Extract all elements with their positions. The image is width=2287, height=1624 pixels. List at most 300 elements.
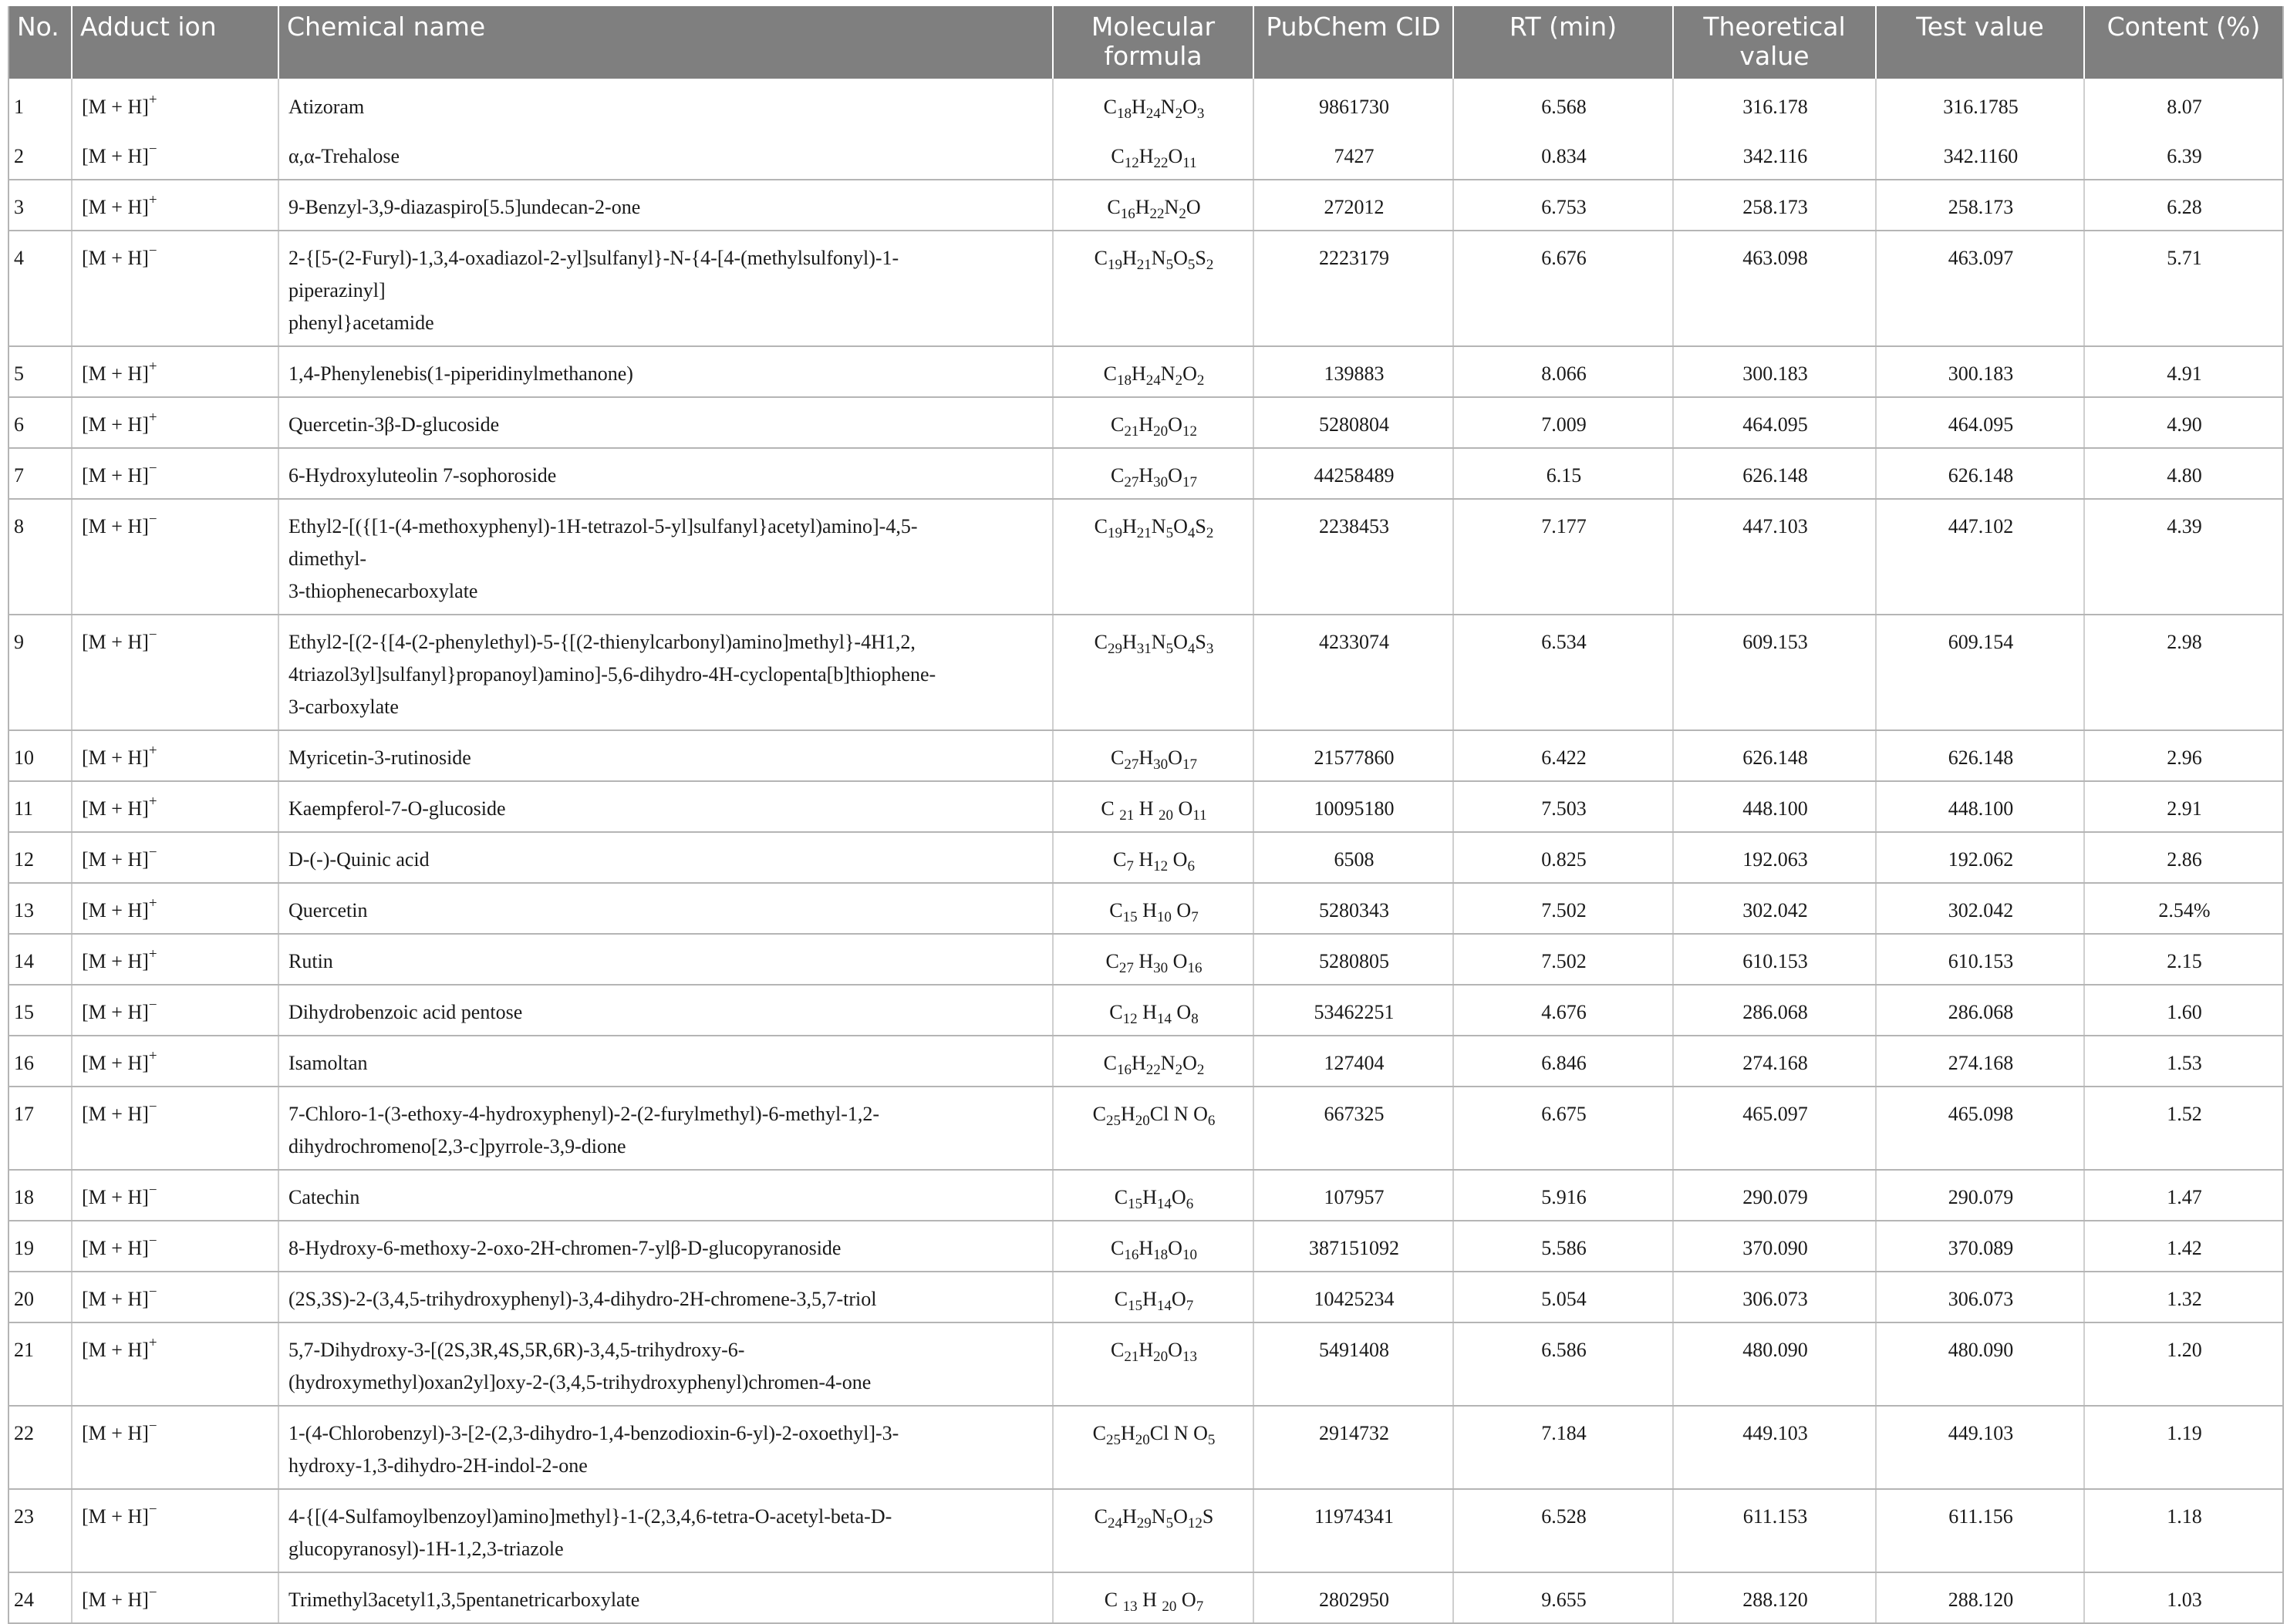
theoretical-value-value: 258.173: [1742, 196, 1808, 218]
formula-element: O: [1168, 145, 1183, 167]
adduct-charge: −: [148, 1233, 157, 1249]
chemical-name-line: dihydrochromeno[2,3-c]pyrrole-3,9-dione: [288, 1135, 626, 1157]
formula-element: S: [1195, 631, 1206, 653]
chemical-name: 8-Hydroxy-6-methoxy-2-oxo-2H-chromen-7-ylβ-D-glucopyranoside: [288, 1237, 842, 1259]
pubchem-cid-value: 21577860: [1314, 746, 1395, 769]
cell-rt: [1453, 448, 1673, 499]
cell-molecular-formula: [1053, 934, 1253, 985]
content-value: 4.80: [2167, 464, 2202, 487]
adduct-ion: [M + H]: [82, 1186, 149, 1208]
formula-subscript: 2: [1179, 206, 1186, 222]
formula-subscript: 19: [1108, 525, 1123, 541]
formula-subscript: 12: [1124, 155, 1139, 171]
cell-test-value: [1876, 883, 2084, 934]
rt-value: 0.834: [1541, 145, 1587, 167]
formula-element: C: [1094, 1505, 1108, 1528]
cell-molecular-formula: [1053, 1170, 1253, 1221]
cell-chemical-name: [278, 79, 1053, 130]
table-row[interactable]: [8, 346, 2283, 397]
cell-adduct-ion: [72, 1572, 278, 1623]
chemical-name-line: 4triazol3yl]sulfanyl}propanoyl)amino]-5,6-dihydro-4H-cyclopenta[b]thiophene-: [288, 663, 936, 686]
pubchem-cid-value: 387151092: [1309, 1237, 1399, 1259]
theoretical-value-value: 286.068: [1742, 1001, 1808, 1023]
cell-theoretical-value: [1673, 1272, 1876, 1322]
cell-chemical-name: [278, 781, 1053, 832]
table-row[interactable]: [8, 130, 2283, 180]
formula-element: H: [1138, 1237, 1154, 1259]
formula-subscript: 6: [1186, 1196, 1194, 1212]
table-row[interactable]: [8, 231, 2283, 346]
cell-adduct-ion: [72, 1406, 278, 1489]
cell-content: [2084, 1572, 2283, 1623]
cell-content: [2084, 1087, 2283, 1170]
content-value: 2.96: [2167, 746, 2202, 769]
cell-rt: [1453, 1272, 1673, 1322]
chemical-name: Myricetin-3-rutinoside: [288, 746, 471, 769]
formula-subscript: 2: [1175, 106, 1183, 122]
formula-element: N: [1164, 196, 1179, 218]
cell-theoretical-value: [1673, 79, 1876, 130]
theoretical-value-value: 302.042: [1742, 899, 1808, 922]
formula-subscript: 20: [1153, 423, 1169, 440]
formula-subscript: 27: [1124, 474, 1139, 490]
formula-subscript: 15: [1128, 1196, 1143, 1212]
formula-subscript: 5: [1165, 1515, 1174, 1531]
formula-subscript: 22: [1153, 155, 1169, 171]
cell-molecular-formula: [1053, 231, 1253, 346]
formula-element: O: [1168, 1339, 1182, 1361]
cell-theoretical-value: [1673, 1572, 1876, 1623]
test-value-value: 370.089: [1948, 1237, 2014, 1259]
rt-value: 6.15: [1546, 464, 1582, 487]
formula-element: C: [1092, 1103, 1106, 1125]
header-test-value[interactable]: Test value: [1876, 6, 2084, 79]
content-value: 1.47: [2167, 1186, 2202, 1208]
adduct-ion: [M + H]: [82, 1052, 149, 1074]
formula-element: O: [1173, 247, 1188, 269]
row-number: 17: [14, 1103, 34, 1125]
table-row[interactable]: [8, 448, 2283, 499]
cell-rt: [1453, 1322, 1673, 1406]
adduct-ion: [M + H]: [82, 746, 149, 769]
cell-pubchem-cid: [1253, 1489, 1453, 1572]
adduct-ion: [M + H]: [82, 362, 149, 385]
chemical-name: Catechin: [288, 1186, 360, 1208]
cell-no: [8, 180, 72, 231]
cell-rt: [1453, 1489, 1673, 1572]
table-row[interactable]: [8, 615, 2283, 730]
theoretical-value-value: 463.098: [1742, 247, 1808, 269]
cell-molecular-formula: [1053, 1406, 1253, 1489]
theoretical-value-value: 447.103: [1742, 515, 1808, 537]
formula-subscript: 8: [1191, 1011, 1199, 1027]
adduct-ion: [M + H]: [82, 96, 149, 118]
cell-adduct-ion: [72, 346, 278, 397]
chemical-name-line: Ethyl2-[(2-{[4-(2-phenylethyl)-5-{[(2-thienylcarbonyl)amino]methyl}-4H1,2,: [288, 631, 916, 653]
formula-element: H: [1122, 247, 1137, 269]
header-chemical-name[interactable]: Chemical name: [278, 6, 1053, 79]
cell-content: [2084, 934, 2283, 985]
formula-element: O: [1168, 848, 1188, 871]
cell-theoretical-value: [1673, 1406, 1876, 1489]
cell-content: [2084, 1170, 2283, 1221]
cell-theoretical-value: [1673, 231, 1876, 346]
theoretical-value-value: 610.153: [1742, 950, 1808, 972]
content-value: 6.39: [2167, 145, 2202, 167]
rt-value: 5.054: [1541, 1288, 1587, 1310]
adduct-charge: +: [148, 946, 157, 962]
theoretical-value-value: 448.100: [1742, 797, 1808, 820]
formula-element: C: [1111, 746, 1125, 769]
adduct-charge: −: [148, 243, 157, 259]
theoretical-value-value: 609.153: [1742, 631, 1808, 653]
molecular-formula: [1114, 1186, 1194, 1212]
formula-element: C: [1103, 362, 1117, 385]
formula-subscript: 2: [1206, 257, 1214, 273]
row-number: 23: [14, 1505, 34, 1528]
test-value-value: 316.1785: [1943, 96, 2019, 118]
formula-subscript: 21: [1124, 1349, 1139, 1365]
formula-element: H: [1137, 1001, 1157, 1023]
cell-no: [8, 231, 72, 346]
molecular-formula: [1111, 145, 1197, 171]
content-value: 4.39: [2167, 515, 2202, 537]
formula-subscript: 14: [1156, 1196, 1172, 1212]
cell-theoretical-value: [1673, 397, 1876, 448]
adduct-ion: [M + H]: [82, 145, 149, 167]
cell-theoretical-value: [1673, 985, 1876, 1036]
rt-value: 7.177: [1541, 515, 1587, 537]
cell-molecular-formula: [1053, 1087, 1253, 1170]
formula-element: H: [1137, 1589, 1162, 1611]
table-row[interactable]: [8, 499, 2283, 615]
formula-element: H: [1120, 1103, 1135, 1125]
formula-subscript: 5: [1207, 1432, 1216, 1448]
cell-chemical-name: [278, 1170, 1053, 1221]
chemical-name: Quercetin-3β-D-glucoside: [288, 413, 500, 436]
cell-molecular-formula: [1053, 79, 1253, 130]
adduct-ion: [M + H]: [82, 899, 149, 922]
test-value-value: 290.079: [1948, 1186, 2014, 1208]
chemical-name: α,α-Trehalose: [288, 145, 400, 167]
rt-value: 7.502: [1541, 950, 1587, 972]
header-theoretical-value[interactable]: Theoretical value: [1673, 6, 1876, 79]
cell-adduct-ion: [72, 615, 278, 730]
table-row[interactable]: [8, 397, 2283, 448]
theoretical-value-value: 274.168: [1742, 1052, 1808, 1074]
cell-pubchem-cid: [1253, 883, 1453, 934]
cell-chemical-name: [278, 448, 1053, 499]
cell-pubchem-cid: [1253, 231, 1453, 346]
cell-no: [8, 832, 72, 883]
cell-no: [8, 985, 72, 1036]
table-row[interactable]: [8, 1489, 2283, 1572]
table-row[interactable]: [8, 1087, 2283, 1170]
formula-element: N: [1160, 362, 1176, 385]
cell-rt: [1453, 985, 1673, 1036]
theoretical-value-value: 306.073: [1742, 1288, 1808, 1310]
chemical-name: Trimethyl3acetyl1,3,5pentanetricarboxylate: [288, 1589, 640, 1611]
chemical-name: 6-Hydroxyluteolin 7-sophoroside: [288, 464, 557, 487]
formula-element: H: [1137, 899, 1157, 922]
cell-pubchem-cid: [1253, 1087, 1453, 1170]
cell-adduct-ion: [72, 1272, 278, 1322]
row-number: 7: [14, 464, 24, 487]
cell-molecular-formula: [1053, 397, 1253, 448]
table-row[interactable]: [8, 1272, 2283, 1322]
cell-pubchem-cid: [1253, 781, 1453, 832]
row-number: 13: [14, 899, 34, 922]
theoretical-value-value: 480.090: [1742, 1339, 1808, 1361]
chemical-name-line: 7-Chloro-1-(3-ethoxy-4-hydroxyphenyl)-2-(2-furylmethyl)-6-methyl-1,2-: [288, 1103, 880, 1125]
table-row[interactable]: [8, 1170, 2283, 1221]
cell-molecular-formula: [1053, 448, 1253, 499]
formula-element: N: [1151, 631, 1166, 653]
cell-content: [2084, 79, 2283, 130]
header-content[interactable]: Content (%): [2084, 6, 2283, 79]
test-value-value: 465.098: [1948, 1103, 2014, 1125]
cell-pubchem-cid: [1253, 1406, 1453, 1489]
test-value-value: 192.062: [1948, 848, 2014, 871]
formula-subscript: 6: [1187, 858, 1195, 874]
table-row[interactable]: [8, 1322, 2283, 1406]
formula-element: O: [1173, 1505, 1188, 1528]
formula-element: O: [1171, 1288, 1186, 1310]
cell-pubchem-cid: [1253, 985, 1453, 1036]
pubchem-cid-value: 272012: [1324, 196, 1385, 218]
formula-subscript: 25: [1105, 1432, 1121, 1448]
table-row[interactable]: [8, 180, 2283, 231]
formula-subscript: 18: [1117, 106, 1132, 122]
cell-no: [8, 79, 72, 130]
content-value: 1.42: [2167, 1237, 2202, 1259]
cell-pubchem-cid: [1253, 1322, 1453, 1406]
cell-theoretical-value: [1673, 499, 1876, 615]
formula-subscript: 7: [1186, 1298, 1194, 1314]
formula-subscript: 12: [1153, 858, 1169, 874]
formula-subscript: 15: [1128, 1298, 1143, 1314]
cell-test-value: [1876, 781, 2084, 832]
molecular-formula: [1094, 515, 1214, 541]
content-value: 1.20: [2167, 1339, 2202, 1361]
formula-element: H: [1120, 1422, 1135, 1444]
table-row[interactable]: [8, 781, 2283, 832]
row-number: 11: [14, 797, 34, 820]
formula-subscript: 24: [1145, 372, 1161, 389]
cell-chemical-name: [278, 832, 1053, 883]
formula-subscript: 2: [1196, 1062, 1205, 1078]
cell-chemical-name: [278, 1406, 1053, 1489]
formula-element: C: [1111, 413, 1125, 436]
cell-test-value: [1876, 180, 2084, 231]
table-row[interactable]: [8, 1036, 2283, 1087]
cell-no: [8, 1087, 72, 1170]
chemical-name: Atizoram: [288, 96, 365, 118]
formula-subscript: 22: [1149, 206, 1165, 222]
molecular-formula: [1101, 797, 1207, 824]
formula-element: H: [1142, 1288, 1157, 1310]
adduct-charge: +: [148, 359, 157, 375]
rt-value: 6.586: [1541, 1339, 1587, 1361]
molecular-formula: [1111, 746, 1197, 773]
cell-rt: [1453, 1572, 1673, 1623]
table-row[interactable]: [8, 985, 2283, 1036]
cell-rt: [1453, 346, 1673, 397]
cell-pubchem-cid: [1253, 615, 1453, 730]
pubchem-cid-value: 5280804: [1319, 413, 1389, 436]
cell-chemical-name: [278, 1036, 1053, 1087]
pubchem-cid-value: 10095180: [1314, 797, 1395, 820]
table-row[interactable]: [8, 832, 2283, 883]
formula-subscript: 24: [1108, 1515, 1123, 1531]
table-row[interactable]: [8, 1221, 2283, 1272]
cell-chemical-name: [278, 730, 1053, 781]
molecular-formula: [1111, 413, 1197, 440]
formula-element: O: [1168, 746, 1182, 769]
cell-adduct-ion: [72, 1221, 278, 1272]
theoretical-value-value: 449.103: [1742, 1422, 1808, 1444]
cell-no: [8, 1406, 72, 1489]
adduct-ion: [M + H]: [82, 848, 149, 871]
formula-subscript: 20: [1135, 1432, 1150, 1448]
cell-rt: [1453, 79, 1673, 130]
formula-element: C: [1105, 950, 1119, 972]
formula-subscript: 3: [1206, 641, 1214, 657]
formula-element: O: [1168, 1237, 1182, 1259]
cell-no: [8, 397, 72, 448]
cell-pubchem-cid: [1253, 1272, 1453, 1322]
cell-no: [8, 1036, 72, 1087]
cell-test-value: [1876, 1087, 2084, 1170]
cell-test-value: [1876, 615, 2084, 730]
cell-pubchem-cid: [1253, 934, 1453, 985]
formula-subscript: 11: [1192, 807, 1207, 824]
cell-theoretical-value: [1673, 448, 1876, 499]
formula-subscript: 16: [1187, 960, 1203, 976]
adduct-ion: [M + H]: [82, 1001, 149, 1023]
cell-test-value: [1876, 448, 2084, 499]
cell-content: [2084, 1272, 2283, 1322]
cell-rt: [1453, 883, 1673, 934]
cell-theoretical-value: [1673, 1489, 1876, 1572]
formula-element: O: [1168, 950, 1188, 972]
formula-element: O: [1173, 515, 1188, 537]
cell-no: [8, 448, 72, 499]
cell-adduct-ion: [72, 883, 278, 934]
cell-adduct-ion: [72, 730, 278, 781]
header-no[interactable]: No.: [8, 6, 72, 79]
formula-subscript: 4: [1187, 525, 1196, 541]
table-row[interactable]: [8, 1572, 2283, 1623]
row-number: 4: [14, 247, 24, 269]
theoretical-value-value: 465.097: [1742, 1103, 1808, 1125]
table-row[interactable]: [8, 934, 2283, 985]
rt-value: 0.825: [1541, 848, 1587, 871]
cell-theoretical-value: [1673, 1036, 1876, 1087]
pubchem-cid-value: 667325: [1324, 1103, 1385, 1125]
cell-adduct-ion: [72, 180, 278, 231]
pubchem-cid-value: 5280343: [1319, 899, 1389, 922]
cell-test-value: [1876, 832, 2084, 883]
test-value-value: 302.042: [1948, 899, 2014, 922]
cell-molecular-formula: [1053, 1489, 1253, 1572]
table-row[interactable]: [8, 79, 2283, 130]
formula-subscript: 14: [1156, 1011, 1172, 1027]
cell-molecular-formula: [1053, 781, 1253, 832]
test-value-value: 610.153: [1948, 950, 2014, 972]
cell-content: [2084, 231, 2283, 346]
formula-element: C: [1111, 145, 1125, 167]
pubchem-cid-value: 6508: [1334, 848, 1375, 871]
content-value: 8.07: [2167, 96, 2202, 118]
adduct-ion: [M + H]: [82, 1288, 149, 1310]
cell-chemical-name: [278, 1322, 1053, 1406]
adduct-ion: [M + H]: [82, 196, 149, 218]
cell-rt: [1453, 832, 1673, 883]
cell-content: [2084, 180, 2283, 231]
cell-adduct-ion: [72, 1087, 278, 1170]
adduct-charge: +: [148, 1335, 157, 1351]
molecular-formula: [1111, 1237, 1197, 1263]
adduct-ion: [M + H]: [82, 1589, 149, 1611]
cell-no: [8, 1572, 72, 1623]
theoretical-value-value: 626.148: [1742, 464, 1808, 487]
cell-chemical-name: [278, 1272, 1053, 1322]
table-row[interactable]: [8, 883, 2283, 934]
adduct-charge: −: [148, 1284, 157, 1300]
cell-no: [8, 934, 72, 985]
cell-content: [2084, 1406, 2283, 1489]
molecular-formula: [1103, 1052, 1205, 1078]
rt-value: 8.066: [1541, 362, 1587, 385]
header-rt[interactable]: RT (min): [1453, 6, 1673, 79]
table-row[interactable]: [8, 1406, 2283, 1489]
header-adduct-ion[interactable]: Adduct ion: [72, 6, 278, 79]
row-number: 19: [14, 1237, 34, 1259]
formula-element: Cl N O: [1149, 1103, 1208, 1125]
molecular-formula: [1092, 1422, 1216, 1448]
formula-element: C: [1107, 196, 1121, 218]
table-row[interactable]: [8, 730, 2283, 781]
formula-element: N: [1151, 247, 1166, 269]
cell-rt: [1453, 397, 1673, 448]
cell-test-value: [1876, 1036, 2084, 1087]
pubchem-cid-value: 2238453: [1319, 515, 1389, 537]
cell-chemical-name: [278, 180, 1053, 231]
formula-subscript: 2: [1175, 1062, 1183, 1078]
adduct-ion: [M + H]: [82, 1339, 149, 1361]
cell-content: [2084, 883, 2283, 934]
cell-pubchem-cid: [1253, 180, 1453, 231]
cell-test-value: [1876, 1170, 2084, 1221]
header-molecular-formula[interactable]: Molecular formula: [1053, 6, 1253, 79]
formula-element: C: [1094, 631, 1108, 653]
cell-no: [8, 1322, 72, 1406]
rt-value: 6.676: [1541, 247, 1587, 269]
cell-theoretical-value: [1673, 1221, 1876, 1272]
cell-molecular-formula: [1053, 1221, 1253, 1272]
cell-molecular-formula: [1053, 615, 1253, 730]
cell-test-value: [1876, 730, 2084, 781]
formula-subscript: 17: [1182, 756, 1197, 773]
formula-subscript: 7: [1126, 858, 1134, 874]
cell-no: [8, 1170, 72, 1221]
cell-chemical-name: [278, 615, 1053, 730]
header-pubchem-cid[interactable]: PubChem CID: [1253, 6, 1453, 79]
cell-test-value: [1876, 1406, 2084, 1489]
cell-adduct-ion: [72, 781, 278, 832]
cell-adduct-ion: [72, 397, 278, 448]
